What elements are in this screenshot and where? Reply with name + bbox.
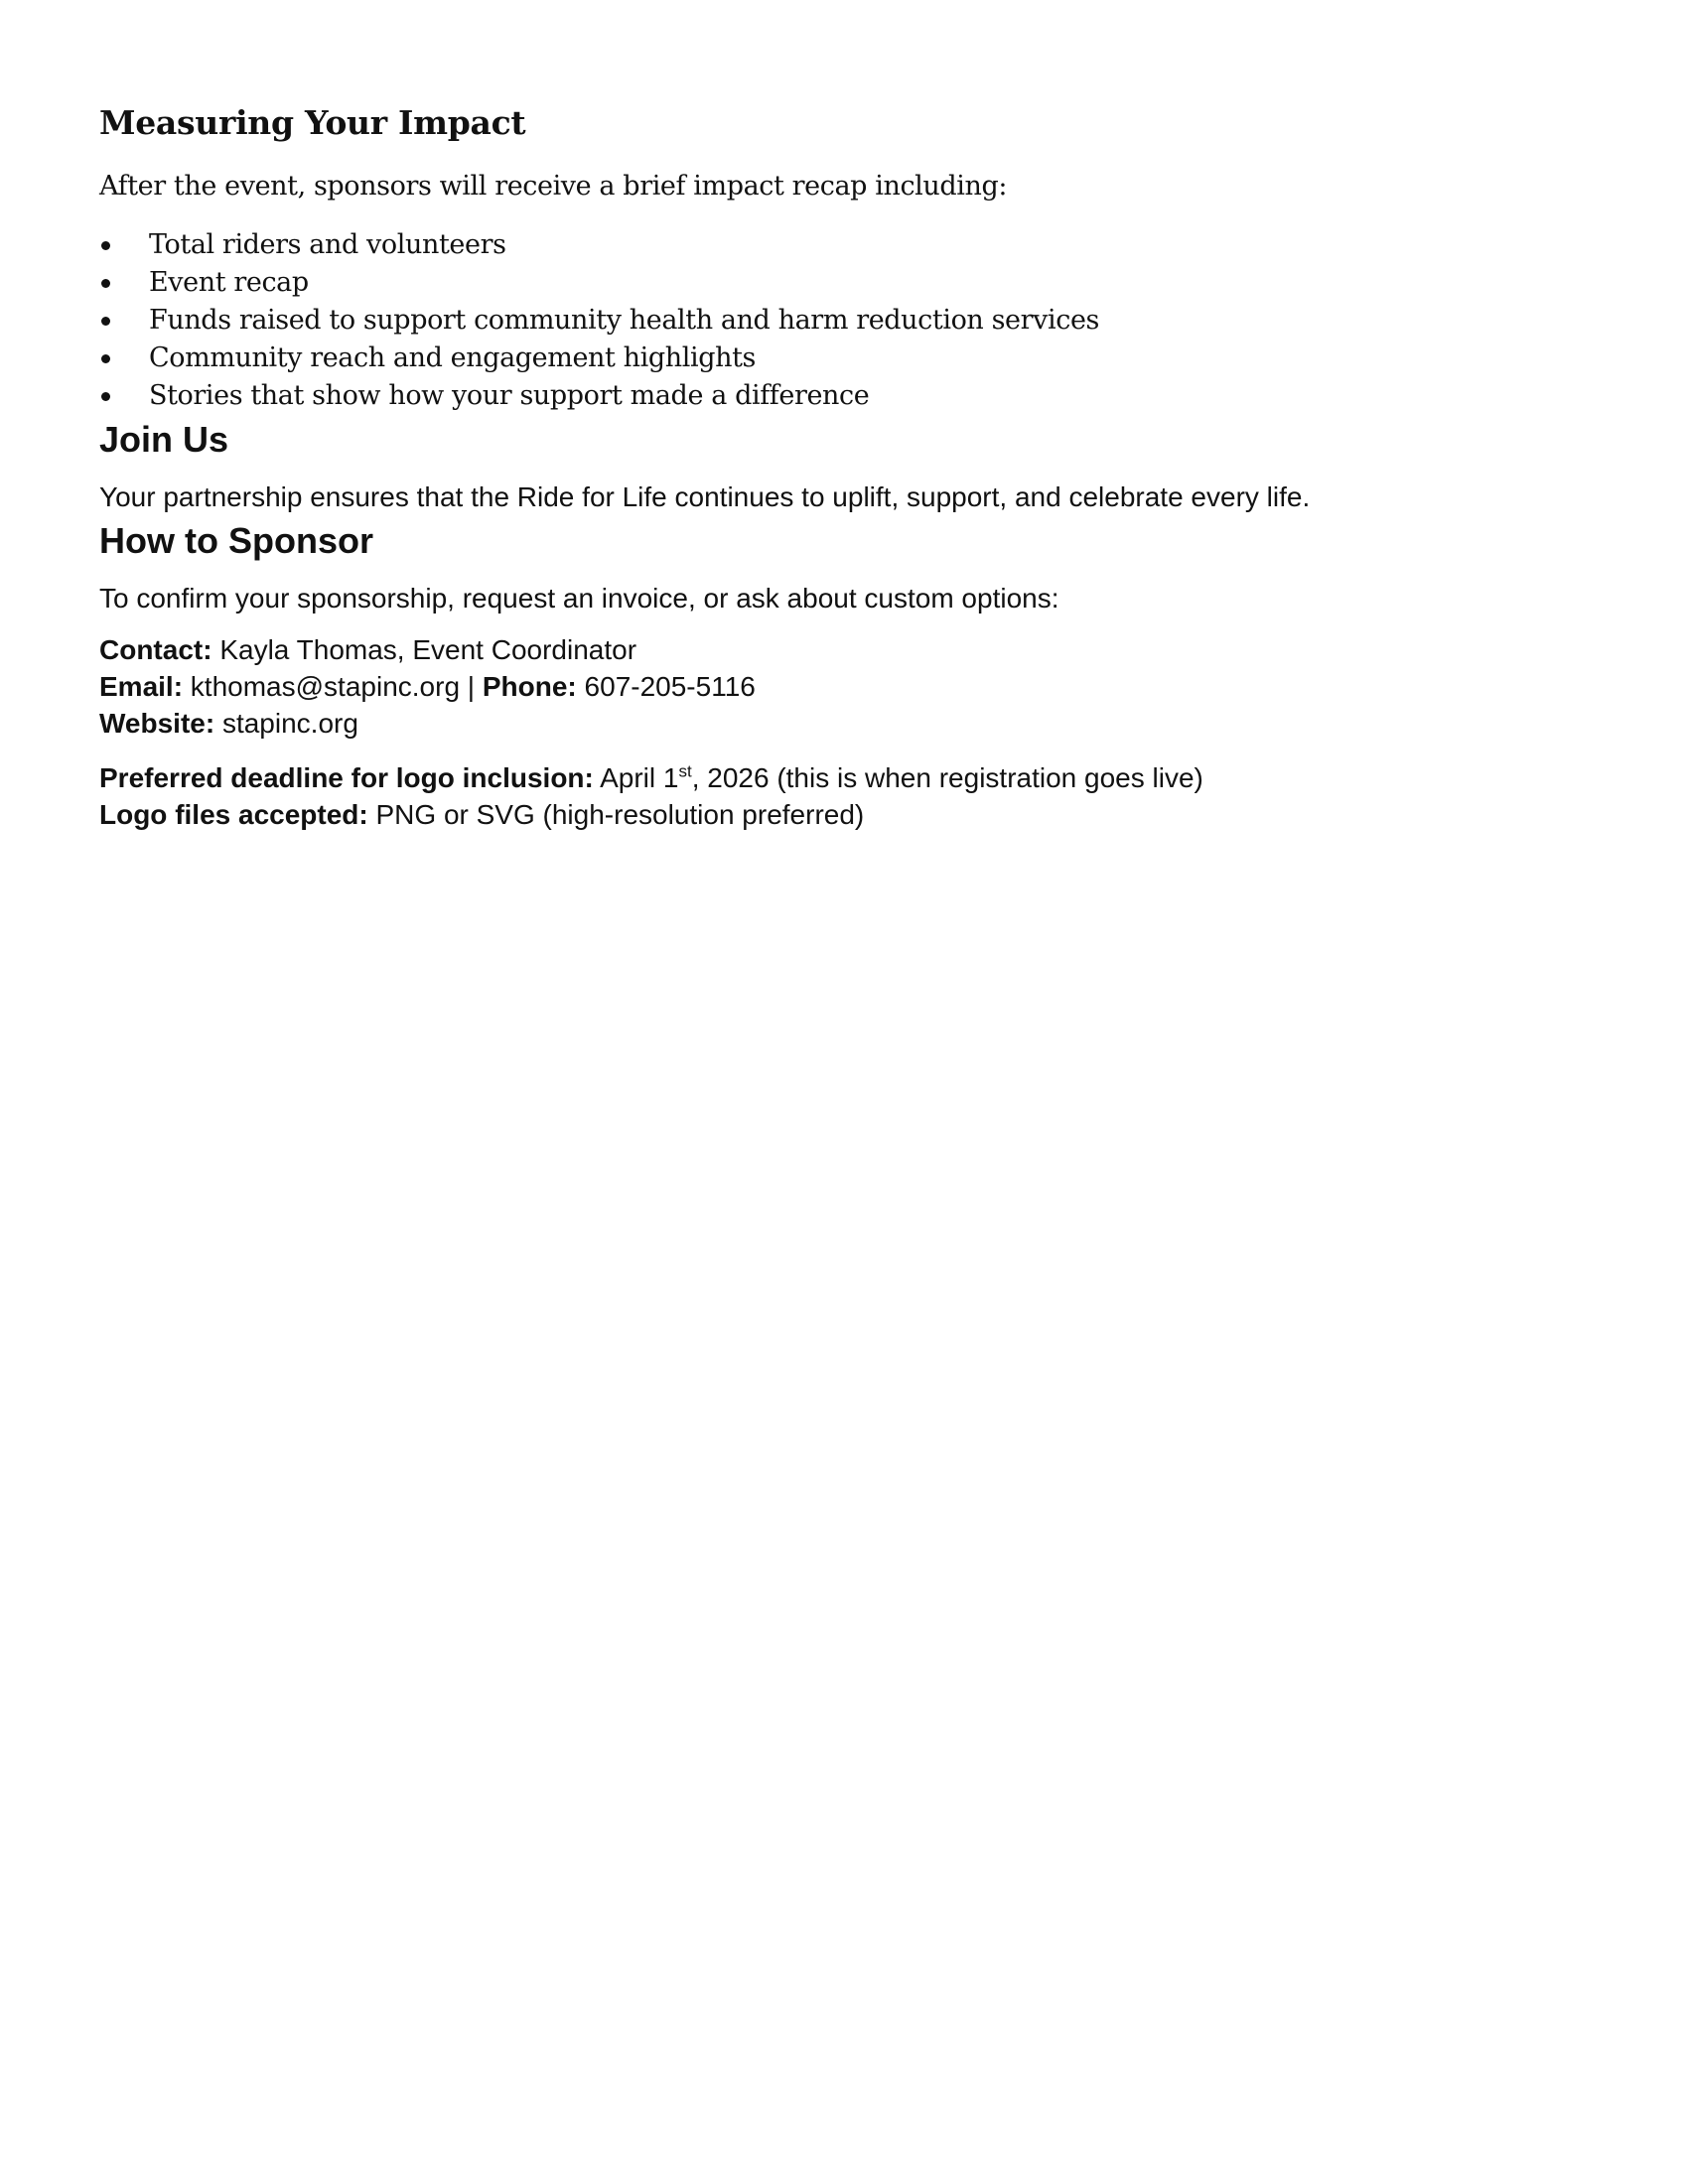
bullet-icon: [101, 279, 110, 288]
bullet-icon: [101, 241, 110, 250]
email-link[interactable]: kthomas@stapinc.org: [183, 671, 461, 702]
sponsor-intro: To confirm your sponsorship, request an invoice, or ask about custom options:: [99, 583, 1059, 614]
phone-value: 607-205-5116: [576, 671, 756, 702]
sponsor-section: [99, 516, 1589, 833]
logo-label: Logo files accepted:: [99, 799, 368, 830]
phone-label: Phone:: [482, 671, 577, 702]
contact-block: [99, 631, 1589, 742]
impact-heading: Measuring Your Impact: [99, 103, 526, 142]
list-item: Funds raised to support community health and harm reduction services: [99, 302, 1589, 340]
bullet-icon: [101, 392, 110, 401]
join-heading: Join Us: [99, 419, 229, 460]
join-text: Your partnership ensures that the Ride for Life continues to uplift, support, and celebrate every life.: [99, 481, 1311, 512]
logo-value: PNG or SVG (high-resolution preferred): [367, 799, 865, 830]
list-item: Event recap: [99, 264, 1589, 302]
sponsor-heading: How to Sponsor: [99, 520, 373, 561]
impact-intro: After the event, sponsors will receive a brief impact recap including:: [99, 171, 1008, 202]
contact-value: Kayla Thomas, Event Coordinator: [211, 634, 637, 665]
deadline-note: , 2026 (this is when registration goes live): [691, 762, 1203, 793]
list-item: Community reach and engagement highlights: [99, 340, 1589, 377]
website-line: [99, 705, 1589, 742]
email-label: Email:: [99, 671, 184, 702]
list-item: Stories that show how your support made a difference: [99, 377, 1589, 415]
contact-line: [99, 631, 1589, 668]
deadline-label: Preferred deadline for logo inclusion:: [99, 762, 594, 793]
bullet-icon: [101, 317, 110, 326]
separator: |: [460, 671, 483, 702]
contact-label: Contact:: [99, 634, 212, 665]
join-section: [99, 415, 1589, 516]
deadline-block: [99, 759, 1589, 833]
deadline-date: April 1: [593, 762, 679, 793]
bullet-icon: [101, 354, 110, 363]
email-phone-line: [99, 668, 1589, 705]
document-page: [99, 99, 1589, 833]
impact-list: [99, 226, 1589, 415]
ordinal-suffix: st: [678, 761, 692, 781]
logo-files-line: [99, 796, 1589, 833]
list-item: Total riders and volunteers: [99, 226, 1589, 264]
website-link[interactable]: stapinc.org: [214, 708, 358, 739]
impact-section: [99, 99, 1589, 415]
website-label: Website:: [99, 708, 215, 739]
deadline-line: [99, 759, 1589, 796]
